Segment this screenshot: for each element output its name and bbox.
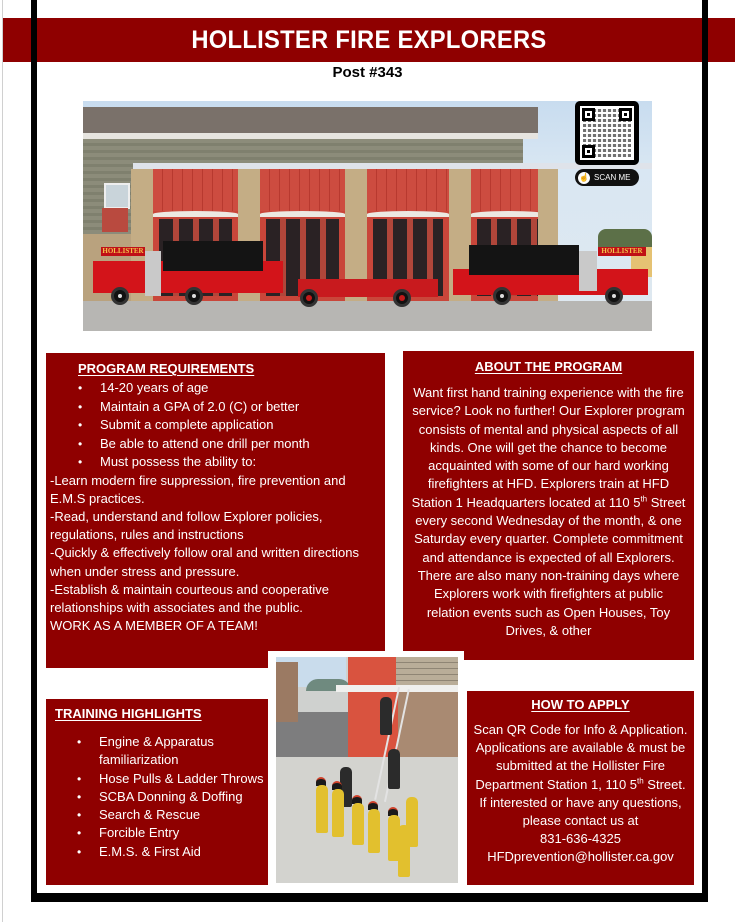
about-program-box bbox=[403, 351, 694, 660]
list-item: • Submit a complete application bbox=[78, 416, 385, 435]
window-panel bbox=[102, 208, 128, 232]
how-to-apply-text bbox=[471, 721, 690, 867]
training-list bbox=[77, 733, 272, 861]
post-number: Post #343 bbox=[332, 64, 403, 81]
truck-compartment bbox=[145, 251, 161, 296]
wheel bbox=[111, 287, 129, 305]
how-to-apply-box bbox=[467, 691, 694, 885]
truck-body bbox=[298, 279, 438, 297]
truck-cab bbox=[469, 245, 579, 275]
list-item: • 14-20 years of age bbox=[78, 379, 385, 398]
abilities-list bbox=[50, 472, 385, 618]
vintage-fire-truck bbox=[298, 271, 438, 311]
explorer bbox=[368, 809, 380, 853]
ability-item: -Quickly & effectively follow oral and written directions when under stress and pressure. bbox=[50, 545, 359, 579]
fire-engine-right bbox=[453, 241, 643, 311]
page-edge bbox=[2, 0, 3, 922]
team-statement: WORK AS A MEMBER OF A TEAM! bbox=[50, 618, 258, 634]
page-title: HOLLISTER FIRE EXPLORERS bbox=[191, 25, 547, 54]
training-photo bbox=[276, 657, 458, 883]
about-text-part: Street every second Wednesday of the month, & one Saturday every quarter. Complete commitment and attendance is expected of all Explorers. There are also many non-training days where Explorers work with firefighters at public relation events such as Open Houses, Toy Drives, & other bbox=[414, 494, 686, 638]
ordinal-suffix: th bbox=[640, 494, 648, 504]
training-highlights-heading: TRAINING HIGHLIGHTS bbox=[55, 706, 202, 721]
truck-compartment bbox=[579, 251, 597, 291]
ability-item: -Read, understand and follow Explorer policies, regulations, rules and instructions bbox=[50, 508, 323, 543]
list-item: • Engine & Apparatus familiarization bbox=[77, 733, 272, 770]
about-program-heading: ABOUT THE PROGRAM bbox=[474, 359, 623, 374]
window bbox=[104, 183, 130, 209]
building bbox=[276, 662, 298, 722]
ordinal-suffix: th bbox=[637, 776, 644, 786]
ability-item: -Learn modern fire suppression, fire prevention and E.M.S practices. bbox=[50, 472, 346, 506]
list-item: • Must possess the ability to: bbox=[78, 453, 385, 472]
about-program-text bbox=[411, 384, 686, 640]
qr-finder bbox=[582, 108, 595, 121]
training-highlights-box bbox=[46, 699, 272, 885]
ability-item: -Establish & maintain courteous and cooperative relationships with associates and the public. bbox=[50, 581, 329, 615]
wheel bbox=[605, 287, 623, 305]
scan-me-badge bbox=[575, 169, 639, 186]
phone-number[interactable]: 831-636-4325 bbox=[540, 831, 621, 847]
bay-arch bbox=[367, 211, 449, 217]
explorer bbox=[352, 803, 364, 845]
frame-border-bottom bbox=[31, 893, 708, 902]
list-item: • Hose Pulls & Ladder Throws bbox=[77, 770, 272, 788]
apply-text-part: Scan QR Code for Info & Application. Applications are available & must be submitted at the Hollister Fire Department Station 1, 110 5 bbox=[473, 722, 688, 792]
about-text-part: Want first hand training experience with the fire service? Look no further! Our Explorer program consists of mental and physical aspects of all kinds. One will get the chance to become acquainted with some of our hard working firefighters at HFD. Explorers train at HFD Station 1 Headquarters located at 110 5 bbox=[411, 385, 685, 510]
bay-arch bbox=[153, 211, 238, 217]
list-item: • Be able to attend one drill per month bbox=[78, 435, 385, 454]
sidewalk bbox=[276, 757, 458, 883]
program-requirements-heading: PROGRAM REQUIREMENTS bbox=[78, 361, 255, 376]
qr-code-block[interactable] bbox=[575, 101, 639, 186]
bay-arch bbox=[260, 211, 345, 217]
how-to-apply-heading: HOW TO APPLY bbox=[531, 697, 630, 712]
hand-pointer-icon: ☝ bbox=[579, 172, 589, 182]
qr-code-pattern bbox=[580, 106, 634, 160]
truck-label: HOLLISTER bbox=[598, 247, 646, 256]
title-banner bbox=[3, 18, 735, 62]
scan-me-label: SCAN ME bbox=[594, 173, 631, 182]
apply-text-part: Street. If interested or have any questions, please contact us at bbox=[479, 776, 686, 829]
wheel bbox=[300, 289, 318, 307]
wheel bbox=[393, 289, 411, 307]
siding bbox=[396, 657, 458, 687]
wheel bbox=[185, 287, 203, 305]
fire-station-photo bbox=[83, 101, 652, 331]
bay-panels bbox=[153, 169, 238, 211]
program-requirements-box bbox=[46, 353, 385, 668]
explorer bbox=[398, 825, 410, 877]
wheel bbox=[493, 287, 511, 305]
bay-panels bbox=[367, 169, 449, 211]
truck-cab bbox=[163, 241, 263, 271]
explorer bbox=[316, 785, 328, 833]
list-item: • Maintain a GPA of 2.0 (C) or better bbox=[78, 398, 385, 417]
qr-finder bbox=[619, 108, 632, 121]
list-item: • Forcible Entry bbox=[77, 824, 272, 842]
firefighter bbox=[388, 749, 400, 789]
fire-engine-left bbox=[93, 241, 283, 311]
bay-panels bbox=[260, 169, 345, 211]
bay-arch bbox=[471, 211, 546, 217]
truck-label: HOLLISTER bbox=[102, 247, 144, 255]
email-link[interactable]: HFDprevention@hollister.ca.gov bbox=[487, 849, 674, 865]
qr-code-icon[interactable] bbox=[575, 101, 639, 165]
firefighter bbox=[380, 697, 392, 735]
explorer bbox=[332, 789, 344, 837]
frame-border-left bbox=[31, 0, 37, 902]
list-item: • E.M.S. & First Aid bbox=[77, 843, 272, 861]
list-item: • Search & Rescue bbox=[77, 806, 272, 824]
qr-finder bbox=[582, 145, 595, 158]
list-item: • SCBA Donning & Doffing bbox=[77, 788, 272, 806]
requirements-list bbox=[78, 379, 385, 472]
bay-panels bbox=[471, 169, 546, 211]
roof bbox=[83, 107, 538, 133]
frame-border-right bbox=[702, 0, 708, 902]
